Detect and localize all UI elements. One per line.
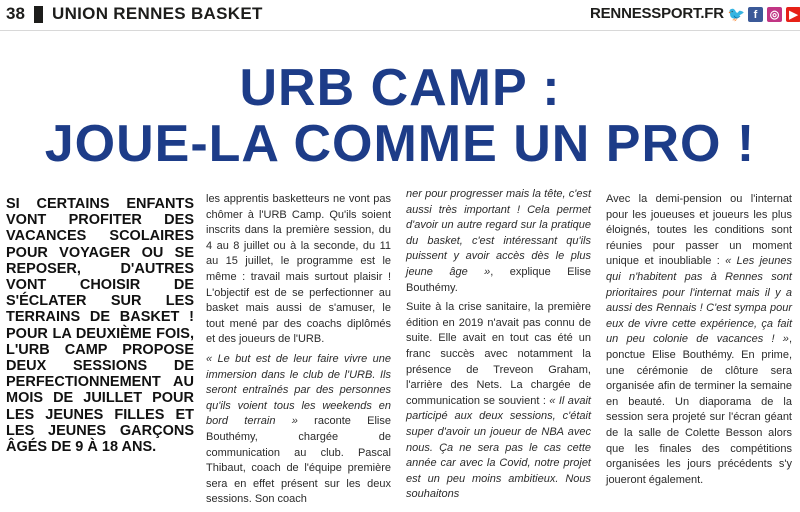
quote: « Il avait participé aux deux sessions, c'était super d'avoir un joueur de NBA avec nous. Ça ne sera pas le cas cette année car avec la Covid, notre projet est un peu moins ambitieux. Nous souhaitons [406,394,591,501]
article-title [0,60,800,172]
page-header [0,0,800,31]
paragraph-text: Avec la demi-pension ou l'internat pour les joueuses et joueurs les plus éloignés, toutes les conditions sont réunies pour passer un moment unique et inoubliable : [606,193,792,268]
quote: ner pour progresser mais la tête, c'est aussi très important ! Cela permet d'avoir un autre regard sur la pratique du basket, c'est intéressant qu'ils puissent y avoir accès dès le plus jeune âge » [406,188,591,278]
quote: « Le but est de leur faire vivre une immersion dans le club de l'URB. Ils seront entraînés par des personnes qu'ils voient tous les weekends en bord terrain » [206,352,391,428]
paragraph-text: raconte Elise Bouthémy, chargée de communication au club. Pascal Thibaut, coach de l'équipe première sera en effet présent sur les deux sessions. Son coach [206,415,391,506]
title-line-1: URB CAMP : [239,59,561,117]
article-column-2 [406,187,591,507]
instagram-icon[interactable]: ◎ [767,7,782,22]
title-line-2: JOUE-LA COMME UN PRO ! [44,115,756,173]
youtube-icon[interactable]: ▶ [786,7,800,22]
social-links [729,7,800,22]
article-column-3 [606,192,792,492]
paragraph [206,352,391,508]
paragraph: les apprentis basketteurs ne vont pas chômer à l'URB Camp. Qu'ils soient inscrits dans la première session, du 4 au 8 juillet ou à la seconde, du 11 au 15 juillet, le programme est le même : travail mais surtout plaisir ! L'objectif est de se perfectionner au basket mais aussi de s'amuser, le tout mené par des coachs diplômés et des joueurs de l'URB. [206,193,391,346]
paragraph [406,187,591,296]
page-number: 38 [6,4,25,23]
quote: « Les jeunes qui n'habitent pas à Rennes sont prioritaires pour l'internat mais il y a aussi des Rennais ! C'est sympa pour eux de vivre cette expérience, ça fait un peu colonie de vacances ! » [606,255,792,346]
facebook-icon[interactable]: f [748,7,763,22]
paragraph-text: , ponctue Elise Bouthémy. En prime, une cérémonie de clôture sera organisée afin de terminer la semaine en beauté. Un diaporama de la session sera projeté sur l'écran géant de la salle de Colette Besson alors que les finales des compétitions organisées les jours précédents s'y joueront également. [606,333,792,486]
site-name[interactable]: RENNESSPORT.FR [590,5,724,22]
paragraph-text: Suite à la crise sanitaire, la première édition en 2019 n'avait pas connu de suite. Elle avait en tout cas été un franc succès avec notamment la présence de Treveon Graham, l'arrière des Nets. La chargée de communication se souvient : [406,301,591,407]
twitter-icon[interactable]: 🐦 [727,6,746,22]
section-marker [34,6,43,23]
paragraph [406,300,591,503]
paragraph-text: , explique Elise Bouthémy. [406,265,591,294]
article-intro: SI CERTAINS ENFANTS VONT PROFITER DES VACANCES SCOLAIRES POUR VOYAGER OU SE REPOSER, D'AUTRES VONT CHOISIR DE S'ÉCLATER SUR LES TERRAINS DE BASKET ! POUR LA DEUXIÈME FOIS, L'URB CAMP PROPOSE DEUX SESSIONS DE PERFECTIONNEMENT AU MOIS DE JUILLET POUR LES JEUNES FILLES ET LES JEUNES GARÇONS ÂGÉS DE 9 À 18 ANS. [6,196,194,456]
section-title: UNION RENNES BASKET [52,4,263,23]
paragraph [606,192,792,488]
